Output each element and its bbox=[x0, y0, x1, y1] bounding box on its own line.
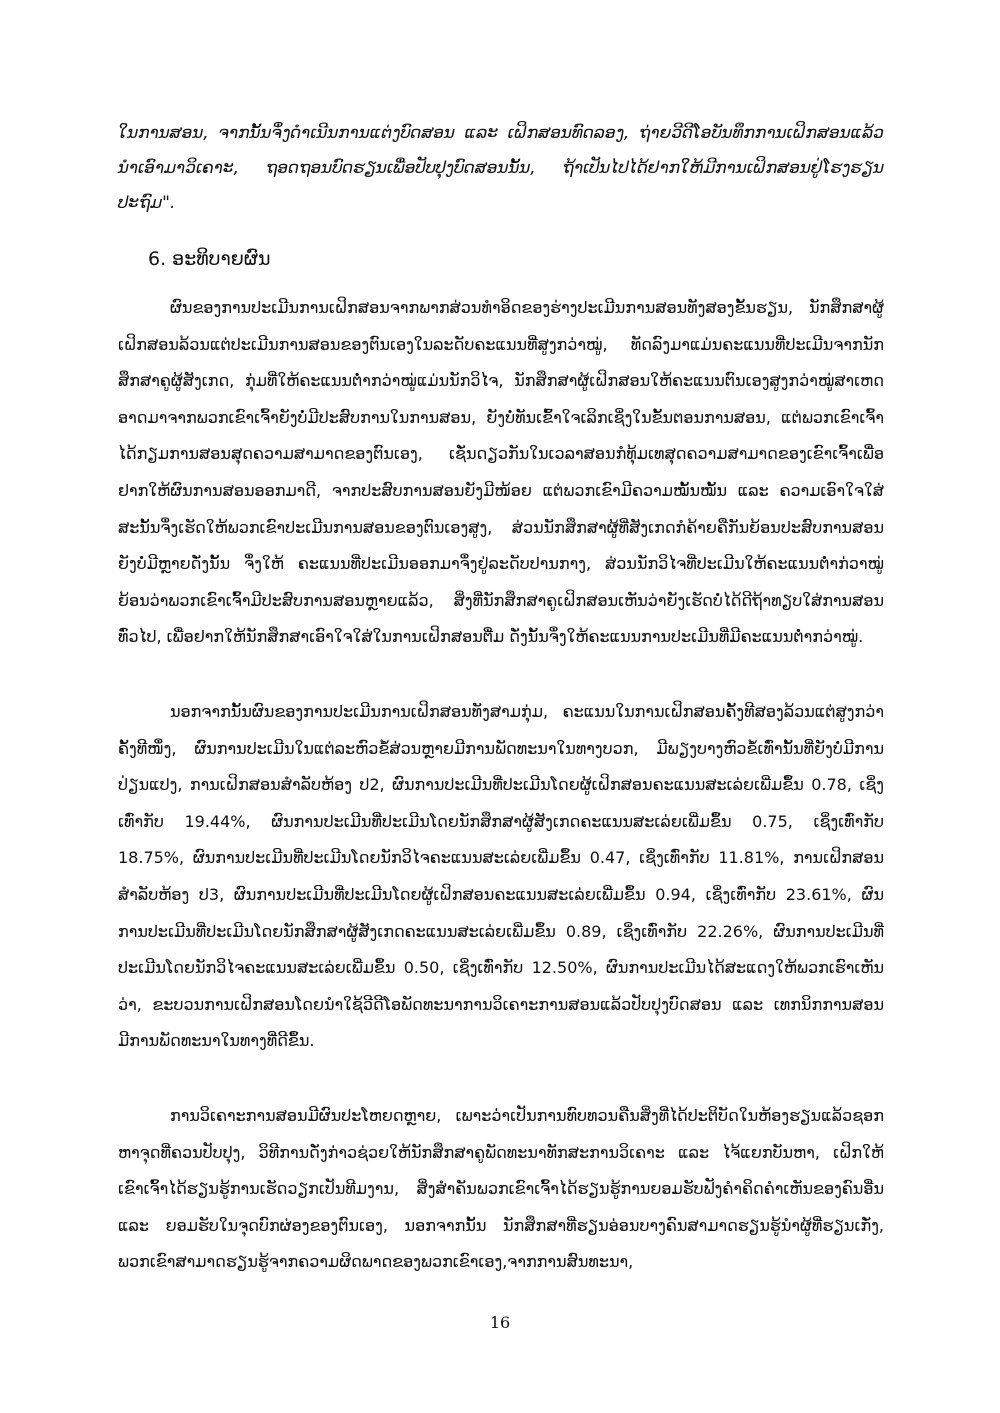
section-heading: 6. ອະທິບາຍຜົນ bbox=[148, 248, 271, 270]
quote-continuation: ໃນການສອນ, ຈາກນັ້ນຈຶ່ງດຳເນີນການແຕ່ງບົດສອນ ແລະ ເຝິກສອນທົດລອງ, ຖ່າຍວີດີໂອບັນທຶກການເຝິກສອນແລ້ວນຳເອົາມາວິເຄາະ, ຖອດຖອນບົດຮຽນເພື່ອປັບປຸງບົດສອນນັ້ນ, ຖ້າເປັນໄປໄດ້ຢາກໃຫ້ມີການເຝິກສອນຢູ່ໂຮງຮຽນປະຖົມ". bbox=[118, 123, 884, 213]
page-number: 16 bbox=[489, 1313, 511, 1332]
body-paragraph-3: ການວິເຄາະການສອນມີຜົນປະໂຫຍດຫຼາຍ, ເພາະວ່າເປັນການທົບທວນຄືນສິ່ງທີ່ໄດ້ປະຕິບັດໃນຫ້ອງຮຽນແລ້ວຊອກຫາຈຸດທີ່ຄວນປັບປຸງ, ວິທີການດັ່ງກ່າວຊ່ວຍໃຫ້ນັກສຶກສາຄູພັດທະນາທັກສະການວິເຄາະ ແລະ ໄຈ້ແຍກບັນຫາ, ເຝິກໃຫ້ເຂົາເຈົ້າໄດ້ຮຽນຮູ້ການເຮັດວຽກເປັນທີມງານ, ສິ່ງສຳຄັນພວກເຂົາເຈົ້າໄດ້ຮຽນຮູ້ການຍອມຮັບຟັງຄຳຄິດຄຳເຫັນຂອງຄົນອື່ນ ແລະ ຍອມຮັບໃນຈຸດບົກຜ່ອງຂອງຕົນເອງ, ນອກຈາກນັ້ນ ນັກສຶກສາທີ່ຮຽນອ່ອນບາງຄົນສາມາດຮຽນຮູ້ນຳຜູ້ທີ່ຮຽນເກັ່ງ, ພວກເຂົາສາມາດຮຽນຮູ້ຈາກຄວາມຜິດພາດຂອງພວກເຂົາເອງ,ຈາກການສົນທະນາ, bbox=[118, 1106, 884, 1272]
body-paragraph-1: ຜົນຂອງການປະເມີນການເຝິກສອນຈາກພາກສ່ວນທຳອິດຂອງຮ່າງປະເມີນການສອນທັງສອງຂັ້ນຮຽນ, ນັກສຶກສາຜູ້ເຝິກສອນລ້ວນແຕ່ປະເມີນການສອນຂອງຕົນເອງໃນລະດັບຄະແນນທີ່ສູງກວ່າໝູ່, ທັດລົງມາແມ່ນຄະແນນທີ່ປະເມີນຈາກນັກສຶກສາຄູຜູ້ສັງເກດ, ກຸ່ມທີ່ໃຫ້ຄະແນນຕ່ຳກວ່າໝູ່ແມ່ນນັກວິໄຈ, ນັກສຶກສາຜູ້ເຝິກສອນໃຫ້ຄະແນນຕົນເອງສູງກວ່າໝູ່ສາເຫດອາດມາຈາກພວກເຂົາເຈົ້າຍັງບໍ່ມີປະສົບການໃນການສອນ, ຍັງບໍ່ທັນເຂົ້າໃຈເລິກເຊິ່ງໃນຂັ້ນຕອນການສອນ, ແຕ່ພວກເຂົາເຈົ້າໄດ້ກຽມການສອນສຸດຄວາມສາມາດຂອງຕົນເອງ, ເຊັ່ນດຽວກັນໃນເວລາສອນກໍທຸ້ມເທສຸດຄວາມສາມາດຂອງເຂົາເຈົ້າເພື່ອຢາກໃຫ້ຜົນການສອນອອກມາດີ, ຈາກປະສົບການສອນຍັງມີໜ້ອຍ ແຕ່ພວກເຂົາມີຄວາມໝັ້ນໝັ້ນ ແລະ ຄວາມເອົາໃຈໃສ່ສະນັ້ນຈຶ່ງເຮັດໃຫ້ພວກເຂົາປະເມີນການສອນຂອງຕົນເອງສູງ, ສ່ວນນັກສຶກສາຜູ້ທີ່ສັງເກດກໍຄ້າຍຄືກັນຍ້ອນປະສົບການສອນຍັງບໍ່ມີຫຼາຍດັ່ງນັ້ນ ຈຶ່ງໃຫ້ ຄະແນນທີ່ປະເມີນອອກມາຈຶ່ງຢູ່ລະດັບປານກາງ, ສ່ວນນັກວິໄຈທີ່ປະເມີນໃຫ້ຄະແນນຕ່ຳກ່ວາໝູ່ຍ້ອນວ່າພວກເຂົາເຈົ້າມີປະສົບການສອນຫຼາຍແລ້ວ, ສິ່ງທີ່ນັກສຶກສາຄູເຝິກສອນເຫັນວ່າຍັງເຮັດບໍ່ໄດ້ດີຖ້າທຽບໃສ່ການສອນທົ່ວໄປ, ເພື່ອຢາກໃຫ້ນັກສຶກສາເອົາໃຈໃສ່ໃນການເຝິກສອນຕື່ມ ດັ່ງນັ້ນຈຶ່ງໃຫ້ຄະແນນການປະເມີນທີ່ມີຄະແນນຕ່ຳກວ່າໝູ່. bbox=[118, 298, 884, 647]
body-paragraph-2: ນອກຈາກນັ້ນຜົນຂອງການປະເມີນການເຝິກສອນທັງສາມກຸ່ມ, ຄະແນນໃນການເຝິກສອນຄັ້ງທີສອງລ້ວນແຕ່ສູງກວ່າຄັ້ງທີໜຶ່ງ, ຜົນການປະເມີນໃນແຕ່ລະຫົວຂໍ້ສ່ວນຫຼາຍມີການພັດທະນາໃນທາງບວກ, ມີພຽງບາງຫົວຂໍ້ເທົ່ານັ້ນທີ່ຍັງບໍ່ມີການປ່ຽນແປງ, ການເຝິກສອນສຳລັບຫ້ອງ ປ2, ຜົນການປະເມີນທີ່ປະເມີນໂດຍຜູ້ເຝິກສອນຄະແນນສະເລ່ຍເພີ່ມຂຶ້ນ 0.78, ເຊິ່ງເທົ່າກັບ 19.44%, ຜົນການປະເມີນທີ່ປະເມີນໂດຍນັກສຶກສາຜູ້ສັງເກດຄະແນນສະເລ່ຍເພີ່ມຂຶ້ນ 0.75, ເຊິ່ງເທົ່າກັບ 18.75%, ຜົນການປະເມີນທີ່ປະເມີນໂດຍນັກວິໄຈຄະແນນສະເລ່ຍເພີ່ມຂຶ້ນ 0.47, ເຊິ່ງເທົ່າກັບ 11.81%, ການເຝິກສອນສຳລັບຫ້ອງ ປ3, ຜົນການປະເມີນທີ່ປະເມີນໂດຍຜູ້ເຝິກສອນຄະແນນສະເລ່ຍເພີ່ມຂຶ້ນ 0.94, ເຊິ່ງເທົ່າກັບ 23.61%, ຜົນການປະເມີນທີ່ປະເມີນໂດຍນັກສຶກສາຜູ້ສັງເກດຄະແນນສະເລ່ຍເພີ່ມຂຶ້ນ 0.89, ເຊິ່ງເທົ່າກັບ 22.26%, ຜົນການປະເມີນທີ່ປະເມີນໂດຍນັກວິໄຈຄະແນນສະເລ່ຍເພີ່ມຂຶ້ນ 0.50, ເຊິ່ງເທົ່າກັບ 12.50%, ຜົນການປະເມີນໄດ້ສະແດງໃຫ້ພວກເຮົາເຫັນວ່າ, ຂະບວນການເຝິກສອນໂດຍນຳໃຊ້ວີດີໂອພັດທະນາການວິເຄາະການສອນແລ້ວປັບປຸງບົດສອນ ແລະ ເທກນິກການສອນມີການພັດທະນາໃນທາງທີ່ດີຂຶ້ນ. bbox=[118, 702, 884, 1051]
